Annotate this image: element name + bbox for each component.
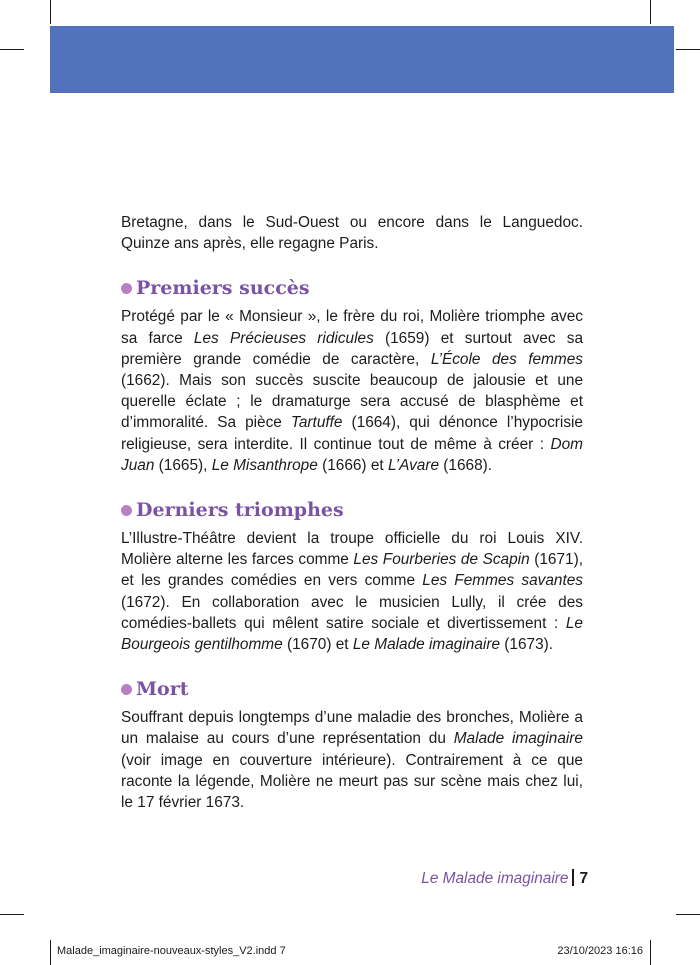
section-premiers-succes <box>121 276 583 476</box>
text-run: (1670) et <box>282 636 353 654</box>
work-title: Les Précieuses ridicules <box>193 329 374 347</box>
text-run: Souffrant depuis longtemps d’une maladie des bronches, Molière a un malaise au cours d’une représentation du <box>121 709 583 748</box>
page-number: 7 <box>579 870 588 887</box>
work-title: Le Misanthrope <box>211 456 318 474</box>
text-run: (1665), <box>154 456 212 474</box>
slug-date: 23/10/2023 16:16 <box>557 945 643 957</box>
text-run: (1671), et les grandes comédies en vers comme <box>121 551 584 590</box>
section-heading <box>121 677 583 701</box>
work-title: Dom Juan <box>121 435 583 474</box>
running-title: Le Malade imaginaire <box>421 870 569 887</box>
bullet-icon <box>121 283 132 294</box>
section-heading-text: Derniers triomphes <box>136 499 344 522</box>
section-heading-text: Premiers succès <box>136 277 310 300</box>
section-heading <box>121 498 583 522</box>
header-band <box>50 26 674 93</box>
section-derniers-triomphes <box>121 498 583 655</box>
work-title: Tartuffe <box>290 414 343 432</box>
crop-mark-bottom-right <box>650 940 651 965</box>
bullet-icon <box>121 505 132 516</box>
text-run: (1666) et <box>317 456 388 474</box>
text-run: (1668). <box>439 456 493 474</box>
text-run: (1672). En collaboration avec le musicien Lully, il crée des comédies-ballets qui mêlent satire sociale et divertissement : <box>121 593 583 632</box>
crop-mark-top-right <box>650 0 651 24</box>
section-mort <box>121 677 583 813</box>
section-paragraph <box>121 707 583 813</box>
page-content <box>121 212 583 813</box>
crop-mark-left-bottom <box>0 914 24 915</box>
text-run: (1662). Mais son succès suscite beaucoup de jalousie et une querelle éclate ; le dramaturge sera accusé de blasphème et d’immoralité. Sa pièce <box>121 372 583 432</box>
crop-mark-right-top <box>676 49 700 50</box>
work-title: Malade imaginaire <box>453 730 583 748</box>
footer-separator <box>572 869 574 886</box>
slug-filename: Malade_imaginaire-nouveaux-styles_V2.indd 7 <box>57 945 286 957</box>
text-run: (voir image en couverture intérieure). Contrairement à ce que raconte la légende, Molière ne meurt pas sur scène mais chez lui, le 17 février 1673. <box>121 751 583 812</box>
text-run: (1673). <box>500 636 554 654</box>
text-run: (1659) et surtout avec sa première grande comédie de caractère, <box>121 329 583 368</box>
text-run: L’Illustre-Théâtre devient la troupe officielle du roi Louis XIV. Molière alterne les farces comme <box>121 530 583 569</box>
section-heading-text: Mort <box>136 678 189 701</box>
crop-mark-bottom-left <box>50 940 51 965</box>
text-run: (1664), qui dénonce l’hypocrisie religieuse, sera interdite. Il continue tout de même à créer : <box>121 414 583 453</box>
crop-mark-left-top <box>0 49 24 50</box>
work-title: Le Bourgeois gentilhomme <box>121 614 583 654</box>
work-title: L’École des femmes <box>430 350 583 368</box>
section-paragraph <box>121 528 583 655</box>
section-paragraph <box>121 306 583 476</box>
intro-paragraph: Bretagne, dans le Sud-Ouest ou encore dans le Languedoc. Quinze ans après, elle regagne Paris. <box>121 214 583 253</box>
section-heading <box>121 276 583 300</box>
work-title: L’Avare <box>387 456 440 474</box>
bullet-icon <box>121 684 132 695</box>
work-title: Le Malade imaginaire <box>352 636 501 654</box>
work-title: Les Fourberies de Scapin <box>353 551 530 569</box>
text-run: Protégé par le « Monsieur », le frère du roi, Molière triomphe avec sa farce <box>121 308 583 347</box>
running-footer <box>421 869 588 889</box>
crop-mark-top-left <box>50 0 51 24</box>
work-title: Les Femmes savantes <box>422 572 583 590</box>
crop-mark-right-bottom <box>676 914 700 915</box>
